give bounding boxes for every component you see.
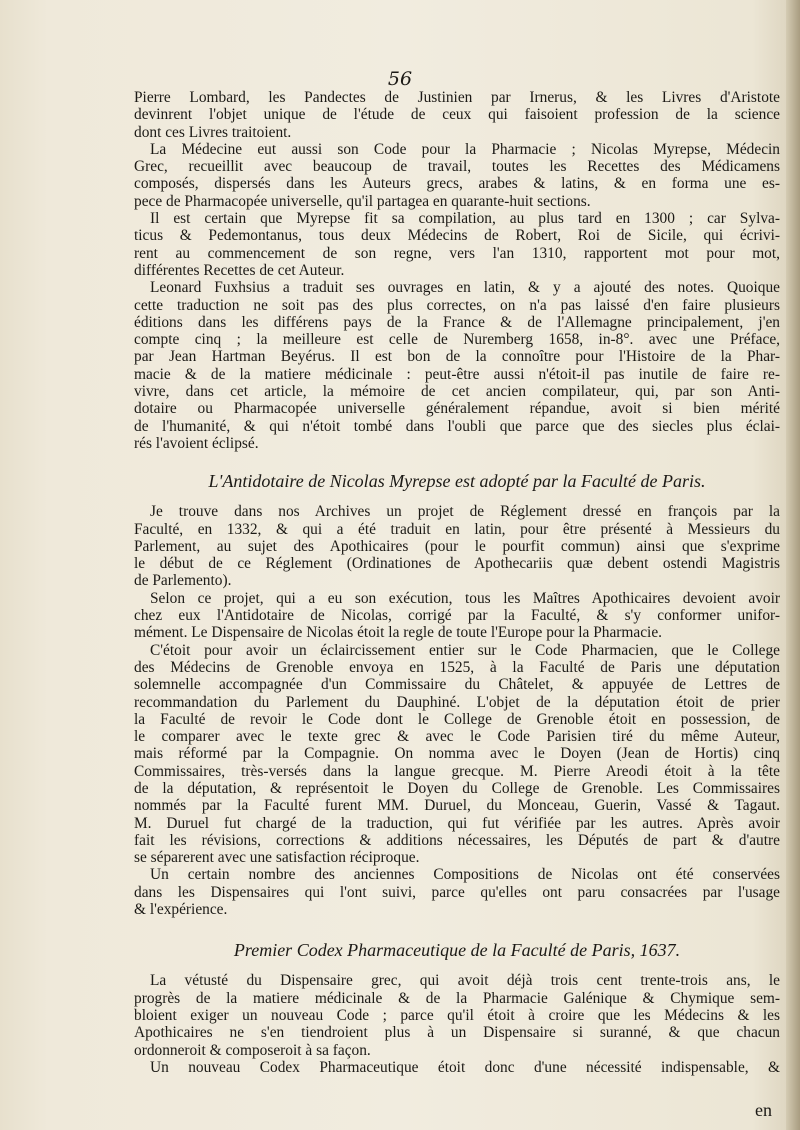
paragraph-7: [134, 642, 780, 867]
text-line: dotaire ou Pharmacopée universelle généralement répandue, avoit si bien mérité: [134, 400, 780, 418]
text-line: recommandation du Parlement du Dauphiné. L'objet de la députation étoit de prier: [134, 693, 780, 711]
paragraph-10: [134, 1059, 780, 1076]
text-group-antidotaire: [134, 503, 780, 918]
catchword: en: [755, 1100, 772, 1120]
text-line: des Médecins de Grenoble envoya en 1525, à la Faculté de Paris une députation: [134, 658, 780, 676]
text-line: vivre, dans cet article, la mémoire de cet ancien compilateur, qui, par son Anti-: [134, 383, 780, 401]
text-line: La Médecine eut aussi son Code pour la Pharmacie ; Nicolas Myrepse, Médecin: [150, 140, 780, 158]
text-group-intro: [134, 89, 780, 452]
text-line: compte cinq ; la meilleure est celle de Nuremberg 1658, in-8°. avec une Préface,: [134, 331, 780, 349]
text-line: M. Duruel fut chargé de la traduction, qui fut vérifiée par les autres. Après avoir: [134, 814, 780, 832]
text-line: Un nouveau Codex Pharmaceutique étoit donc d'une nécessité indispensable, &: [150, 1058, 780, 1076]
paragraph-1: [134, 89, 780, 141]
text-line: de Parlemento).: [134, 572, 232, 590]
section-heading-codex: Premier Codex Pharmaceutique de la Faculté de Paris, 1637.: [233, 940, 681, 961]
text-line: Faculté, en 1332, & qui a été traduit en latin, pour être présenté à Messieurs du: [134, 520, 780, 538]
text-line: de l'humanité, & qui n'étoit tombé dans l'oubli que parce que des siecles plus éclai-: [134, 417, 780, 435]
page-edge-shadow: [786, 0, 800, 1130]
text-line: éditions dans les différens pays de la France & de l'Allemagne principalement, j'en: [134, 313, 780, 331]
text-line: progrès de la matiere médicinale & de la Pharmacie Galénique & Chymique sem-: [134, 989, 780, 1007]
text-line: Selon ce projet, qui a eu son exécution, tous les Maîtres Apothicaires devoient avoir: [150, 589, 780, 607]
text-line: Commissaires, très-versés dans la langue grecque. M. Pierre Areodi étoit à la tête: [134, 762, 780, 780]
text-line: mais réformé par la Compagnie. On nomma avec le Doyen (Jean de Hortis) cinq: [134, 745, 780, 763]
section-heading-antidotaire: L'Antidotaire de Nicolas Myrepse est adopté par la Faculté de Paris.: [208, 471, 706, 492]
text-line: rent au commencement de son regne, vers l'an 1310, rapportent mot pour mot,: [134, 244, 780, 262]
text-line: se séparerent avec une satisfaction réciproque.: [134, 849, 420, 867]
page-number: 56: [387, 68, 413, 90]
text-line: Apothicaires ne s'en tiendroient plus à un Dispensaire si suranné, & que chacun: [134, 1024, 780, 1042]
text-line: Un certain nombre des anciennes Compositions de Nicolas ont été conservées: [150, 866, 780, 884]
paragraph-9: [134, 972, 780, 1058]
text-line: de la députation, & représentoit le Doyen du College de Grenoble. Les Commissaires: [134, 779, 780, 797]
text-line: ordonneroit & composeroit à sa façon.: [134, 1041, 371, 1059]
paragraph-4: [134, 279, 780, 452]
paragraph-3: [134, 210, 780, 279]
text-line: dans les Dispensaires qui l'ont suivi, parce qu'elles ont paru consacrées par l'usage: [134, 883, 780, 901]
text-line: ticus & Pedemontanus, tous deux Médecins de Robert, Roi de Sicile, qui écrivi-: [134, 227, 780, 245]
text-line: & l'expérience.: [134, 901, 228, 919]
text-line: nommés par la Faculté furent MM. Duruel, du Monceau, Guerin, Vassé & Tagaut.: [134, 797, 780, 815]
page-text: [134, 89, 780, 1076]
text-line: Il est certain que Myrepse fit sa compilation, au plus tard en 1300 ; car Sylva-: [150, 210, 780, 228]
text-line: Parlement, au sujet des Apothicaires (pour le pourfit commun) ainsi que s'exprime: [134, 537, 780, 555]
text-line: bloient exiger un nouveau Code ; parce qu'il étoit à croire que les Médecins & les: [134, 1006, 780, 1024]
text-line: cette traduction ne soit pas des plus correctes, on n'a pas laissé d'en faire plusieurs: [134, 296, 780, 314]
text-line: Pierre Lombard, les Pandectes de Justinien par Irnerus, & les Livres d'Aristote: [134, 89, 780, 106]
text-line: différentes Recettes de cet Auteur.: [134, 261, 345, 279]
text-line: mément. Le Dispensaire de Nicolas étoit la regle de toute l'Europe pour la Pharmacie.: [134, 624, 663, 642]
text-line: le comparer avec le texte grec & avec le Code Parisien tiré du même Auteur,: [134, 728, 780, 746]
text-line: pece de Pharmacopée universelle, qu'il partagea en quarante-huit sections.: [134, 192, 591, 210]
text-line: Leonard Fuxhsius a traduit ses ouvrages en latin, & y a ajouté des notes. Quoique: [150, 279, 780, 297]
paragraph-5: [134, 503, 780, 589]
text-line: solemnelle accompagnée d'un Commissaire du Châtelet, & appuyée de Lettres de: [134, 676, 780, 694]
text-line: macie & de la matiere médicinale : peut-être aussi n'étoit-il pas inutile de faire re-: [134, 365, 780, 383]
paragraph-8: [134, 866, 780, 918]
text-line: fait les révisions, corrections & additions nécessaires, les Députés de part & d'autre: [134, 831, 780, 849]
text-line: rés l'avoient éclipsé.: [134, 434, 259, 452]
text-line: C'étoit pour avoir un éclaircissement entier sur le Code Pharmacien, que le College: [150, 641, 780, 659]
text-line: devinrent l'objet unique de l'étude de ceux qui faisoient profession de la science: [134, 106, 780, 124]
text-line: la Faculté de revoir le Code dont le College de Grenoble étoit en possession, de: [134, 710, 780, 728]
paragraph-2: [134, 141, 780, 210]
text-line: dont ces Livres traitoient.: [134, 123, 292, 141]
text-line: le début de ce Réglement (Ordinationes de Apothecariis quæ debent ostendi Magistris: [134, 555, 780, 573]
paragraph-6: [134, 590, 780, 642]
text-line: par Jean Hartman Beyérus. Il est bon de la connoître pour l'Histoire de la Phar-: [134, 348, 780, 366]
text-line: La vétusté du Dispensaire grec, qui avoit déjà trois cent trente-trois ans, le: [150, 972, 780, 990]
text-line: Je trouve dans nos Archives un projet de Réglement dressé en françois par la: [150, 503, 780, 521]
text-line: chez eux l'Antidotaire de Nicolas, corrigé par la Faculté, & s'y conformer unifor-: [134, 607, 780, 625]
text-group-codex: [134, 972, 780, 1076]
text-line: composés, dispersés dans les Auteurs grecs, arabes & latins, & en forma une es-: [134, 175, 780, 193]
text-line: Grec, recueillit avec beaucoup de travail, toutes les Recettes des Médicamens: [134, 158, 780, 176]
